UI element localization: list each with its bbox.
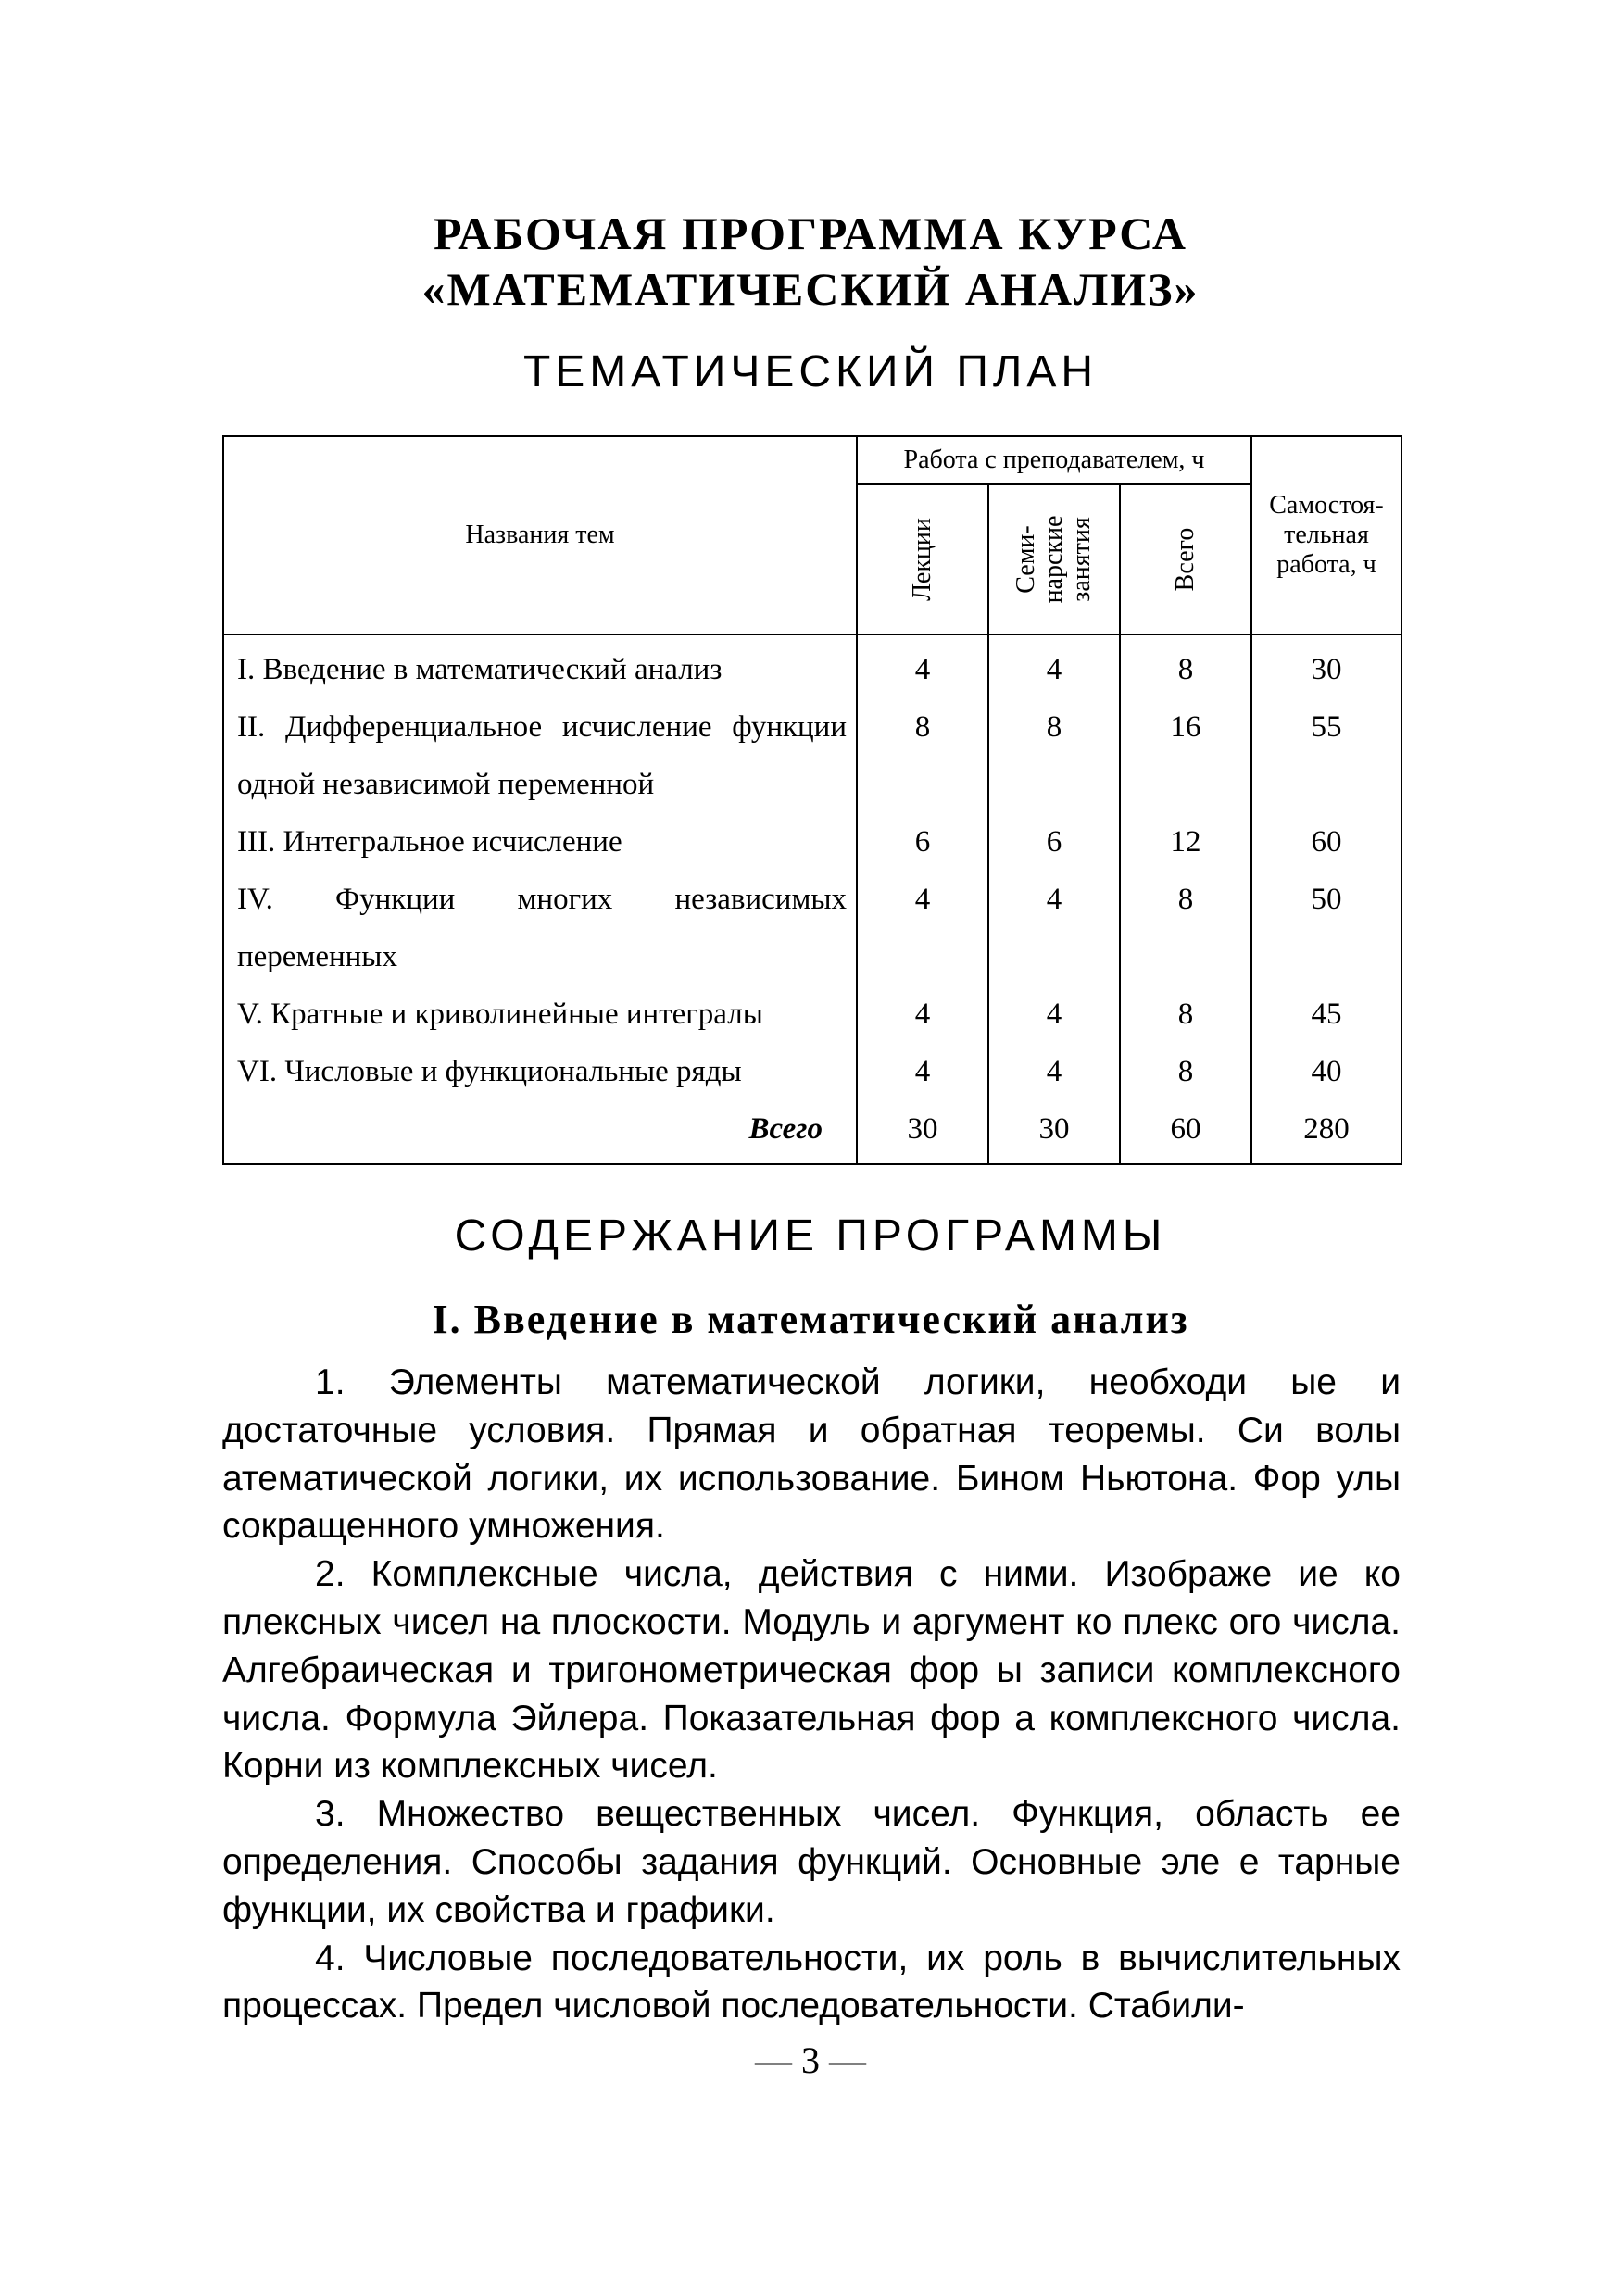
thematic-plan-heading: ТЕМАТИЧЕСКИЙ ПЛАН bbox=[522, 347, 1099, 396]
total-cell: 8 bbox=[1120, 871, 1251, 985]
table-row bbox=[223, 634, 1401, 698]
table-row bbox=[223, 985, 1401, 1043]
header-seminars-line: Семи- bbox=[1012, 525, 1040, 594]
section-title: I. Введение в математический анализ bbox=[432, 1297, 1189, 1342]
seminars-cell: 8 bbox=[988, 698, 1120, 813]
table-row bbox=[223, 698, 1401, 813]
table-row bbox=[223, 871, 1401, 985]
topic-cell: II. Дифференциальное исчисление функции одной независимой переменной bbox=[223, 698, 857, 813]
paragraph: 2. Комплексные числа, действия с ними. Изображе ие ко плексных чисел на плоскости. Модуль и аргумент ко плекс ого числа. Алгебраическая и тригонометрическая фор ы записи комплексного числа. Формула Эйлера. Показательная фор а комплексного числа. Корни из комплексных чисел. bbox=[222, 1554, 1401, 1787]
header-lectures-label: Лекции bbox=[908, 518, 936, 601]
total-row-label: Всего bbox=[223, 1100, 857, 1164]
self-study-cell: 50 bbox=[1251, 871, 1401, 985]
page-number: — 3 — bbox=[755, 2039, 866, 2081]
grand-total-cell: 60 bbox=[1120, 1100, 1251, 1164]
header-self-study-line: работа, ч bbox=[1276, 550, 1376, 579]
self-study-cell: 60 bbox=[1251, 813, 1401, 871]
topic-cell: V. Кратные и криволинейные интегралы bbox=[223, 985, 857, 1043]
header-seminars-label bbox=[1012, 516, 1096, 604]
seminars-cell: 4 bbox=[988, 985, 1120, 1043]
total-cell: 8 bbox=[1120, 634, 1251, 698]
lectures-cell: 8 bbox=[857, 698, 988, 813]
program-content-heading: СОДЕРЖАНИЕ ПРОГРАММЫ bbox=[454, 1211, 1167, 1261]
thematic-plan-table bbox=[222, 435, 1402, 1165]
header-self-study-line: тельная bbox=[1284, 521, 1369, 549]
header-self-study bbox=[1251, 436, 1401, 634]
seminars-total-cell: 30 bbox=[988, 1100, 1120, 1164]
seminars-cell: 4 bbox=[988, 634, 1120, 698]
lectures-cell: 6 bbox=[857, 813, 988, 871]
table-row bbox=[223, 1043, 1401, 1100]
header-topics: Названия тем bbox=[223, 436, 857, 634]
table-row bbox=[223, 813, 1401, 871]
header-teacher-work: Работа с преподавателем, ч bbox=[857, 436, 1251, 484]
header-seminars bbox=[988, 484, 1120, 634]
header-self-study-line: Самостоя- bbox=[1269, 491, 1384, 520]
header-seminars-line: нарские bbox=[1039, 515, 1068, 604]
total-cell: 8 bbox=[1120, 985, 1251, 1043]
self-study-cell: 55 bbox=[1251, 698, 1401, 813]
header-seminars-line: занятия bbox=[1067, 517, 1096, 602]
lectures-total-cell: 30 bbox=[857, 1100, 988, 1164]
total-cell: 16 bbox=[1120, 698, 1251, 813]
header-total-label: Всего bbox=[1171, 527, 1200, 592]
body-text bbox=[222, 1359, 1401, 2030]
topic-cell: III. Интегральное исчисление bbox=[223, 813, 857, 871]
topic-cell: VI. Числовые и функциональные ряды bbox=[223, 1043, 857, 1100]
lectures-cell: 4 bbox=[857, 634, 988, 698]
lectures-cell: 4 bbox=[857, 871, 988, 985]
paragraph: 4. Числовые последовательности, их роль в вычислительных процессах. Предел числовой последовательности. Стабили- bbox=[222, 1938, 1401, 2026]
self-study-cell: 40 bbox=[1251, 1043, 1401, 1100]
header-lectures bbox=[857, 484, 988, 634]
header-total bbox=[1120, 484, 1251, 634]
total-cell: 8 bbox=[1120, 1043, 1251, 1100]
seminars-cell: 4 bbox=[988, 1043, 1120, 1100]
total-cell: 12 bbox=[1120, 813, 1251, 871]
paragraph: 3. Множество вещественных чисел. Функция, область ее определения. Способы задания функций. Основные эле е тарные функции, их свойства и графики. bbox=[222, 1794, 1401, 1930]
self-study-cell: 30 bbox=[1251, 634, 1401, 698]
self-study-total-cell: 280 bbox=[1251, 1100, 1401, 1164]
course-title-line-1: РАБОЧАЯ ПРОГРАММА КУРСА bbox=[434, 207, 1187, 259]
table-total-row bbox=[223, 1100, 1401, 1164]
seminars-cell: 6 bbox=[988, 813, 1120, 871]
paragraph: 1. Элементы математической логики, необходи ые и достаточные условия. Прямая и обратная теоремы. Си волы атематической логики, их использование. Бином Ньютона. Фор улы сокращенного умножения. bbox=[222, 1362, 1401, 1547]
lectures-cell: 4 bbox=[857, 985, 988, 1043]
lectures-cell: 4 bbox=[857, 1043, 988, 1100]
topic-cell: I. Введение в математический анализ bbox=[223, 634, 857, 698]
seminars-cell: 4 bbox=[988, 871, 1120, 985]
topic-cell: IV. Функции многих независимых переменных bbox=[223, 871, 857, 985]
course-title-line-2: «МАТЕМАТИЧЕСКИЙ АНАЛИЗ» bbox=[421, 263, 1200, 315]
self-study-cell: 45 bbox=[1251, 985, 1401, 1043]
